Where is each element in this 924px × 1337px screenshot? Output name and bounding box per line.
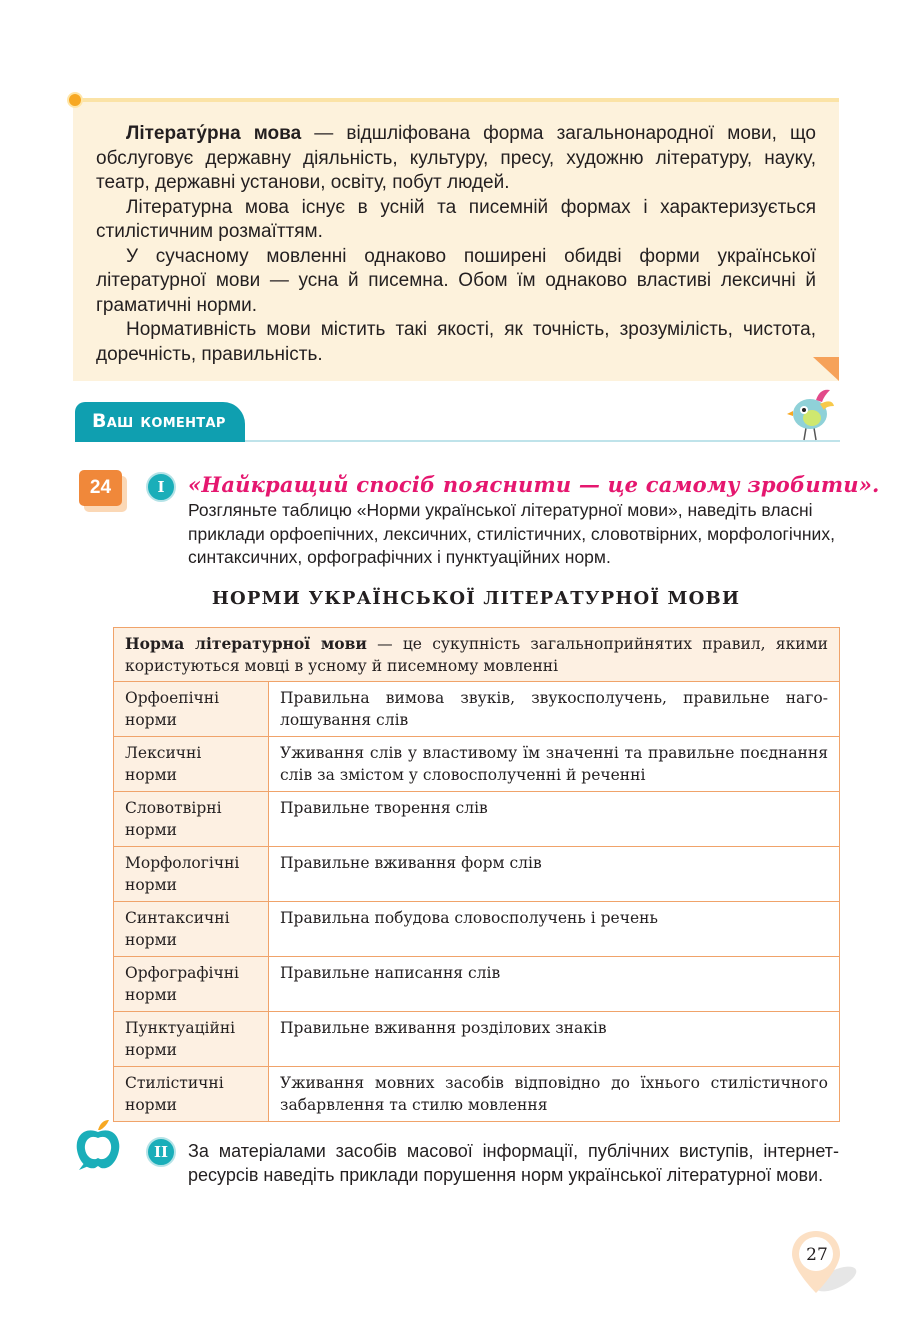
table-row bbox=[114, 1012, 840, 1067]
norm-description-cell: Правильне творення слів bbox=[269, 792, 840, 847]
table-row bbox=[114, 737, 840, 792]
apple-chat-icon bbox=[73, 1118, 123, 1174]
table-header-cell bbox=[114, 628, 840, 682]
bird-icon bbox=[786, 384, 836, 442]
norm-description-cell: Правильне вживання розділових знаків bbox=[269, 1012, 840, 1067]
norm-description-cell: Уживання мовних засобів відповідно до їхнього стилістичного забарвлення та стилю мовлення bbox=[269, 1067, 840, 1122]
norm-name-cell: Морфологічні норми bbox=[114, 847, 269, 902]
comment-label: Ваш коментар bbox=[92, 410, 226, 432]
norm-description-cell: Правильне вживання форм слів bbox=[269, 847, 840, 902]
norm-name-cell: Орфоепічні норми bbox=[114, 682, 269, 737]
norm-description-cell: Правильне написання слів bbox=[269, 957, 840, 1012]
definition-text bbox=[96, 122, 816, 367]
table-header-rest: — це сукупність загальноприйнятих правил, якими користуються мовці в усному й писемному мовленні bbox=[125, 635, 828, 675]
norm-description-cell: Правильна вимова звуків, звукосполучень, правильне наголошування слів bbox=[269, 682, 840, 737]
part-one-marker: I bbox=[146, 472, 176, 502]
norm-name-cell: Орфографічні норми bbox=[114, 957, 269, 1012]
part-two-marker: II bbox=[146, 1137, 176, 1167]
definition-paragraph-4: Нормативність мови містить такі якості, як точність, зрозумілість, чистота, доречність, правильність. bbox=[96, 319, 816, 365]
norm-name-cell: Пунктуаційні норми bbox=[114, 1012, 269, 1067]
norm-description-cell: Правильна побудова словосполучень і речень bbox=[269, 902, 840, 957]
table-row bbox=[114, 682, 840, 737]
task-part-two-text: За матеріалами засобів масової інформації, публічних виступів, інтернет-ресурсів наведіть приклади порушення норм української літературної мови. bbox=[188, 1141, 839, 1185]
definition-top-rule bbox=[73, 98, 839, 102]
page-number: 27 bbox=[806, 1245, 828, 1265]
table-row bbox=[114, 792, 840, 847]
table-header-row bbox=[114, 628, 840, 682]
corner-flag-icon bbox=[813, 357, 839, 381]
task-number-badge: 24 bbox=[79, 470, 122, 506]
location-pin-icon bbox=[786, 1227, 862, 1303]
norms-table bbox=[113, 627, 840, 1122]
definition-paragraph-2: Літературна мова існує в усній та писемній формах і характеризується стилістичним розмаїттям. bbox=[96, 196, 816, 242]
norm-name-cell: Синтаксичні норми bbox=[114, 902, 269, 957]
definition-dot-icon bbox=[67, 92, 83, 108]
norm-description-cell: Уживання слів у властивому їм значенні та правильне поєднання слів за змістом у словосполученні й реченні bbox=[269, 737, 840, 792]
definition-paragraph-3: У сучасному мовленні однаково поширені обидві форми української літературної мови — усна й писемна. Обом їм однаково властиві лексичні й граматичні норми. bbox=[96, 245, 816, 316]
table-row bbox=[114, 1067, 840, 1122]
table-header-term: Норма літературної мови bbox=[125, 634, 367, 653]
task-quote: «Найкращий спосіб пояснити — це самому зробити». bbox=[188, 472, 880, 497]
norm-name-cell: Лексичні норми bbox=[114, 737, 269, 792]
table-title: НОРМИ УКРАЇНСЬКОЇ ЛІТЕРАТУРНОЇ МОВИ bbox=[211, 588, 741, 609]
definition-p1-rest: — відшліфована форма загальнонародної мови, що обслуговує державну діяльність, культуру, пресу, художню літературу, науку, театр, державні установи, освіту, побут людей. bbox=[96, 123, 816, 193]
table-row bbox=[114, 847, 840, 902]
task-instructions: Розгляньте таблицю «Норми української літературної мови», наведіть власні приклади орфоепічних, лексичних, стилістичних, словотвірних, морфологічних, синтаксичних, орфографічних і пунктуаційних норм. bbox=[188, 500, 835, 567]
norm-name-cell: Стилістичні норми bbox=[114, 1067, 269, 1122]
definition-term: Літерату́рна мова bbox=[126, 123, 302, 144]
norm-name-cell: Словотвірні норми bbox=[114, 792, 269, 847]
table-row bbox=[114, 957, 840, 1012]
definition-paragraph-1 bbox=[96, 122, 816, 196]
table-row bbox=[114, 902, 840, 957]
